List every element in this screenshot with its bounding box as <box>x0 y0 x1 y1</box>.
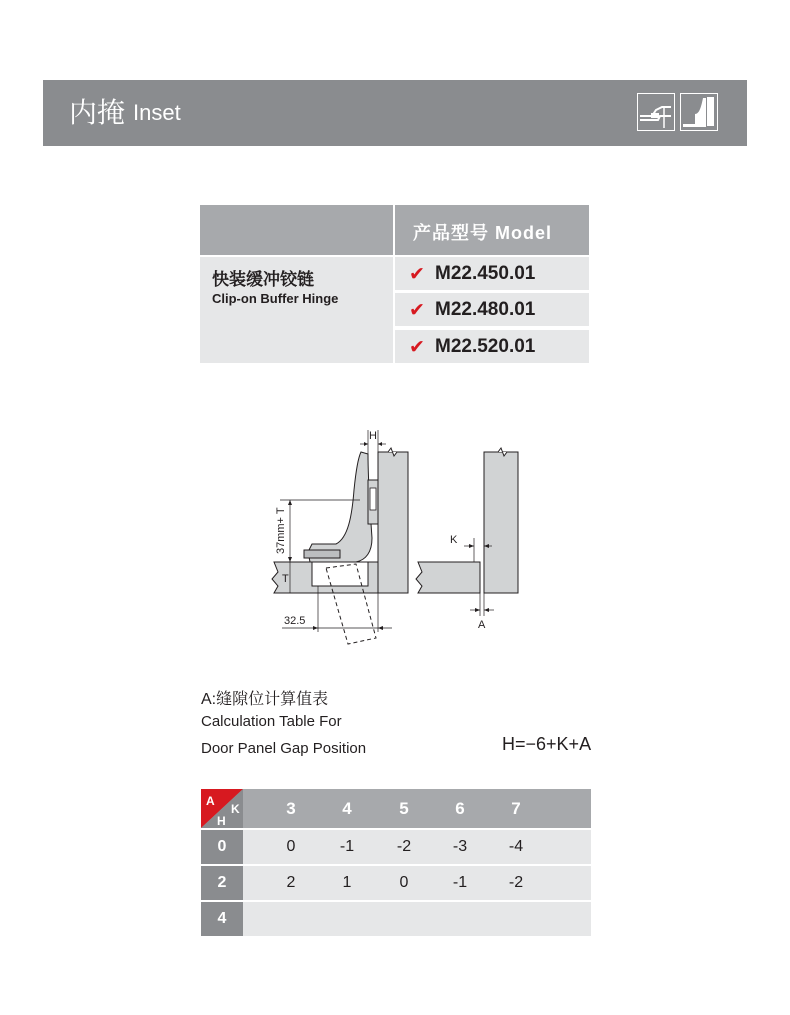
corner-h: H <box>217 814 226 828</box>
table-cell: -1 <box>339 838 355 855</box>
model-number: M22.520.01 <box>435 336 536 357</box>
inset-hinge-front-icon <box>680 93 718 131</box>
check-icon: ✔ <box>409 300 425 321</box>
table-cell: 1 <box>342 874 352 891</box>
calc-title-en-2: Door Panel Gap Position <box>201 740 367 757</box>
model-row <box>395 330 589 363</box>
header-banner <box>43 80 747 146</box>
corner-cell <box>201 789 243 828</box>
product-name-zh: 快装缓冲铰链 <box>212 270 314 289</box>
door-panel-right <box>416 562 480 593</box>
calc-title-zh: A:缝隙位计算值表 <box>201 691 329 708</box>
table-row <box>201 902 591 936</box>
label-k: K <box>450 534 458 546</box>
k-header: 3 <box>286 799 296 818</box>
table-cell: -2 <box>396 838 412 855</box>
check-icon: ✔ <box>409 337 425 358</box>
gap-formula: H=−6+K+A <box>502 734 592 754</box>
side-panel-right <box>484 452 518 593</box>
table-cell: -2 <box>508 874 524 891</box>
table-cell: -1 <box>452 874 468 891</box>
label-37mm-t: 37mm+ T <box>275 507 287 554</box>
calc-title-en-1: Calculation Table For <box>201 713 342 730</box>
corner-a: A <box>206 794 215 808</box>
product-name-cell <box>200 257 393 363</box>
table-cell: -4 <box>508 838 524 855</box>
model-table-header <box>200 205 589 255</box>
model-row <box>395 257 589 290</box>
corner-k: K <box>231 802 240 816</box>
table-cell: 0 <box>399 874 409 891</box>
table-cell: 0 <box>286 838 296 855</box>
k-header: 4 <box>342 799 352 818</box>
check-icon: ✔ <box>409 264 425 285</box>
title-en: Inset <box>133 100 181 125</box>
k-header: 7 <box>511 799 521 818</box>
model-header-label: 产品型号 Model <box>413 223 552 243</box>
table-row <box>201 866 591 900</box>
label-h: H <box>369 430 377 442</box>
k-header: 6 <box>455 799 465 818</box>
h-cell: 2 <box>201 866 243 900</box>
table-row <box>201 830 591 864</box>
label-a: A <box>478 619 486 631</box>
hinge-arm <box>308 452 372 562</box>
side-panel <box>378 452 408 593</box>
model-row <box>395 293 589 326</box>
model-number: M22.450.01 <box>435 263 536 284</box>
product-name-en: Clip-on Buffer Hinge <box>212 291 339 306</box>
model-number: M22.480.01 <box>435 299 536 320</box>
page-title <box>69 96 181 130</box>
inset-hinge-side-icon <box>637 93 675 131</box>
h-cell: 0 <box>201 830 243 864</box>
hinge-technical-diagram <box>260 420 540 655</box>
k-header: 5 <box>399 799 409 818</box>
label-t: T <box>282 573 289 585</box>
title-zh: 内掩 <box>69 97 126 128</box>
h-cell: 4 <box>201 902 243 936</box>
table-cell: 2 <box>286 874 296 891</box>
table-cell: -3 <box>452 838 468 855</box>
gap-table-header <box>201 789 591 828</box>
label-32-5: 32.5 <box>284 615 306 627</box>
